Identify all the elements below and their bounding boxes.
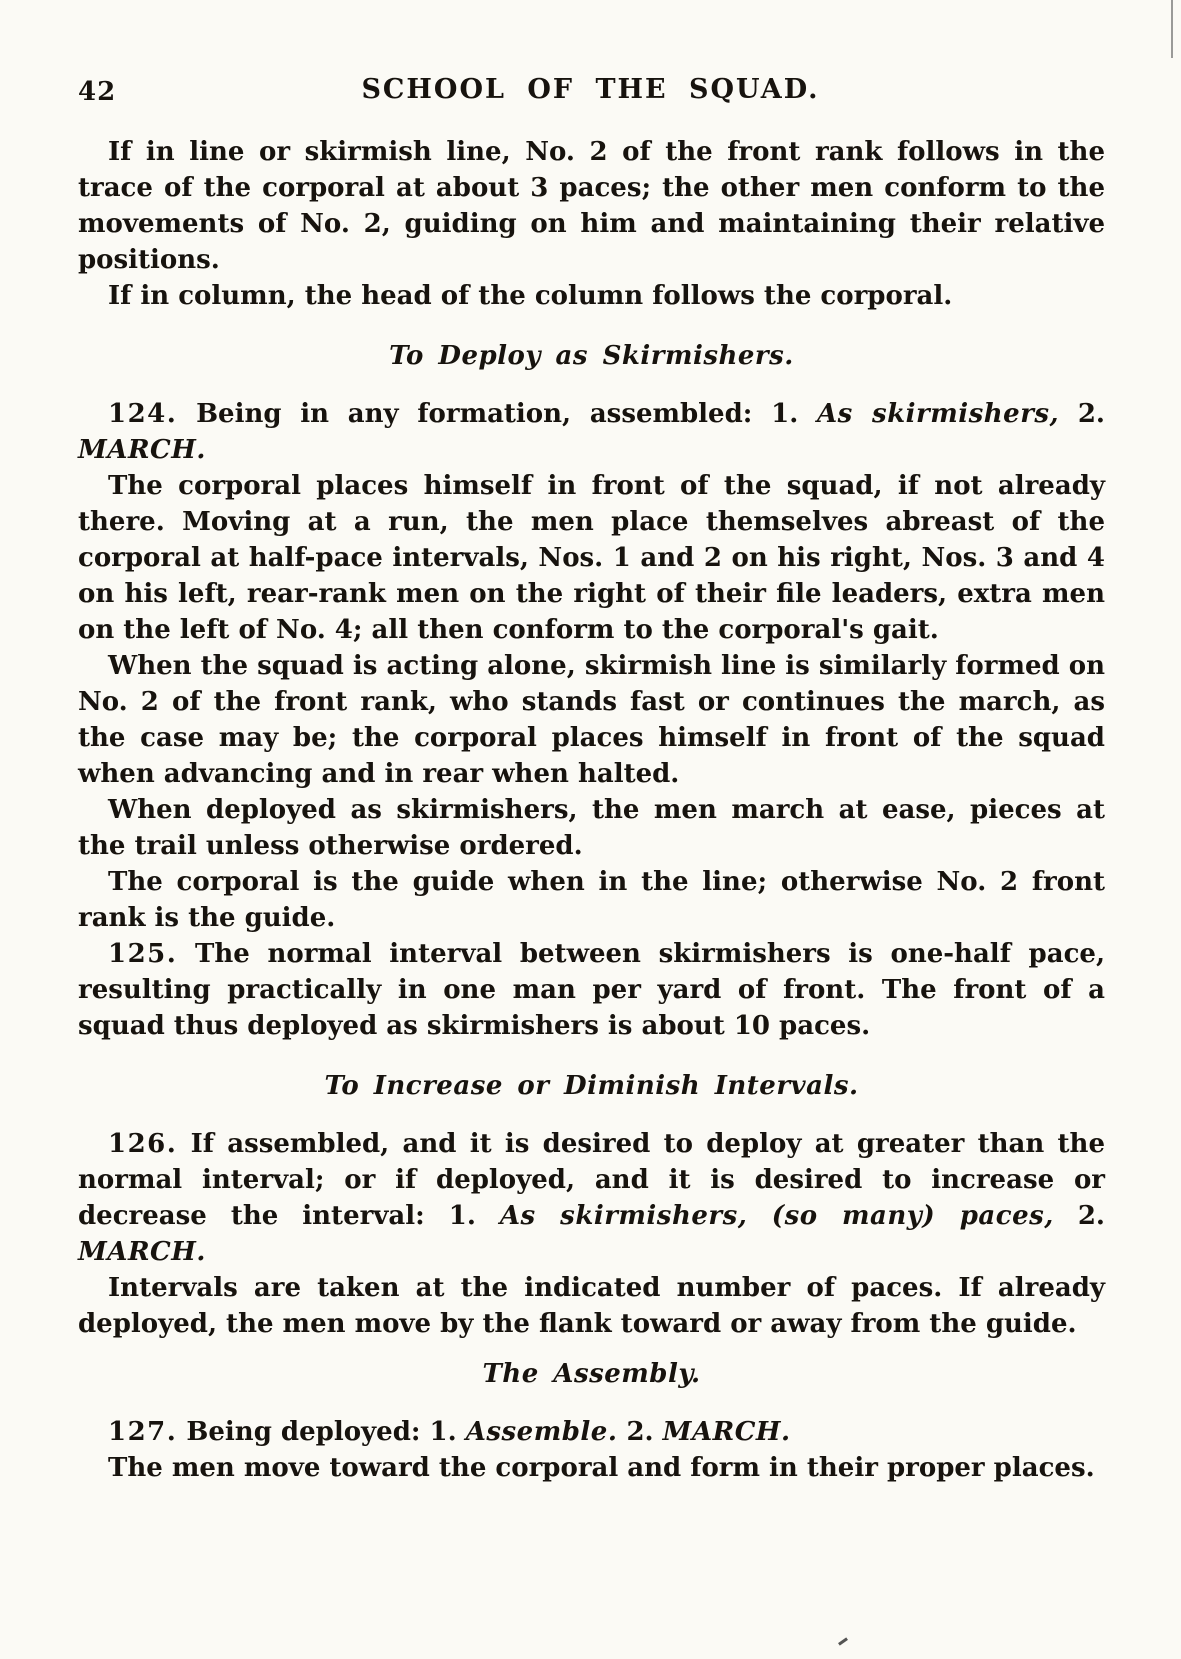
- paragraph-intro-1: If in line or skirmish line, No. 2 of the front rank follows in the trace of the corporal at about 3 paces; the other men conform to the movements of No. 2, guiding on him and maintaining their relative positions.: [78, 137, 1105, 275]
- paragraph-124-c: When deployed as skirmishers, the men march at ease, pieces at the trail unless otherwise ordered.: [78, 795, 1105, 861]
- text-run: The normal interval between skirmishers is one-half pace, resulting practically in one man per yard of front. The front of a squad thus deployed as skirmishers is about 10 paces.: [78, 939, 1105, 1041]
- text-run: 2.: [1077, 1201, 1105, 1231]
- command-text: As skirmishers,: [816, 399, 1060, 429]
- page-header: [78, 74, 1103, 114]
- paragraph-number-126: 126.: [108, 1129, 178, 1159]
- paragraph-124-b: When the squad is acting alone, skirmish line is similarly formed on No. 2 of the front rank, who stands fast or continues the march, as the case may be; the corporal places himself in front of the squad when advancing and in rear when halted.: [78, 651, 1105, 789]
- scan-mark-artifact: [838, 1637, 848, 1645]
- page-number: 42: [78, 77, 117, 107]
- text-run: Being in any formation, assembled: 1.: [196, 399, 799, 429]
- page-title: SCHOOL OF THE SQUAD.: [361, 74, 820, 105]
- paragraph-124-command: [78, 396, 1105, 468]
- paragraph-intro-2: If in column, the head of the column follows the corporal.: [108, 281, 953, 311]
- paragraph-127-command: [78, 1414, 1105, 1450]
- command-text: Assemble.: [465, 1417, 618, 1447]
- paragraph-number-125: 125.: [108, 939, 178, 969]
- command-text: MARCH.: [78, 435, 206, 465]
- paragraph-125: [78, 936, 1105, 1044]
- page-body: [78, 134, 1105, 1486]
- text-run: 2.: [626, 1417, 654, 1447]
- text-run: 2.: [1077, 399, 1105, 429]
- command-text: MARCH.: [78, 1237, 206, 1267]
- command-text: As skirmishers, (so many) paces,: [499, 1201, 1054, 1231]
- paragraph-126-command: [78, 1126, 1105, 1270]
- paragraph-number-127: 127.: [108, 1417, 178, 1447]
- text-run: Being deployed: 1.: [186, 1417, 457, 1447]
- paragraph-number-124: 124.: [108, 399, 178, 429]
- section-heading-assembly: The Assembly.: [482, 1359, 701, 1389]
- paragraph-126-a: Intervals are taken at the indicated number of paces. If already deployed, the men move by the flank toward or away from the guide.: [78, 1273, 1105, 1339]
- command-text: MARCH.: [662, 1417, 791, 1447]
- paragraph-124-a: The corporal places himself in front of the squad, if not already there. Moving at a run, the men place themselves abreast of the corporal at half-pace intervals, Nos. 1 and 2 on his right, Nos. 3 and 4 on his left, rear-rank men on the right of their file leaders, extra men on the left of No. 4; all then conform to the corporal's gait.: [78, 471, 1105, 645]
- paragraph-124-d: The corporal is the guide when in the line; otherwise No. 2 front rank is the guide.: [78, 867, 1105, 933]
- paragraph-127-a: The men move toward the corporal and form in their proper places.: [108, 1453, 1095, 1483]
- section-heading-intervals: To Increase or Diminish Intervals.: [324, 1071, 859, 1101]
- scan-edge-artifact: [1171, 0, 1173, 58]
- section-heading-deploy: To Deploy as Skirmishers.: [389, 341, 794, 371]
- text-run: If assembled, and it is desired to deploy at greater than the normal interval; or if deployed, and it is desired to increase or decrease the interval: 1.: [78, 1129, 1105, 1231]
